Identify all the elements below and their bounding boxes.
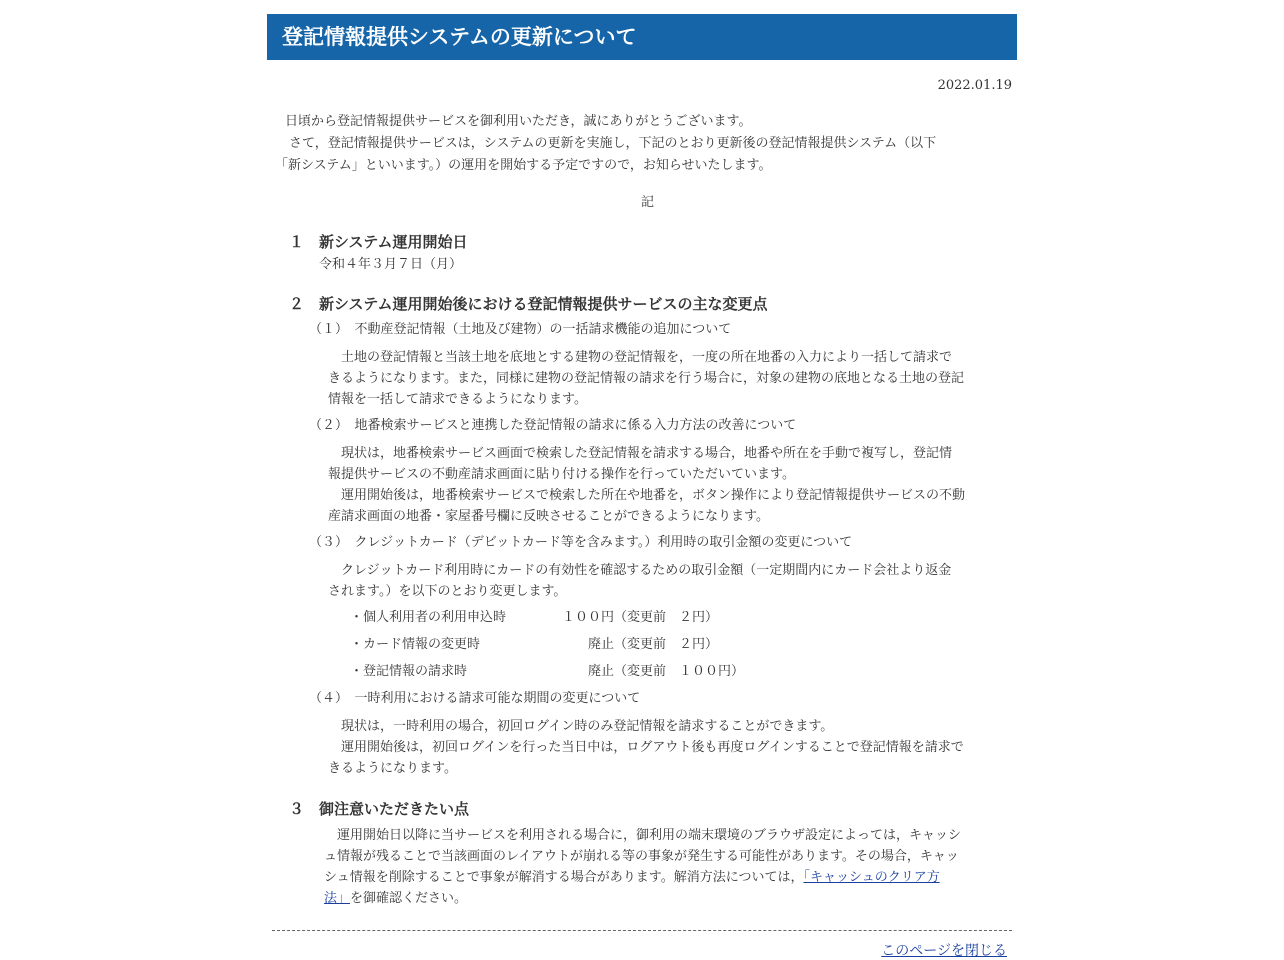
sub-1-body [328, 347, 964, 410]
sub-2-line: 現状は，地番検索サービス画面で検索した登記情報を請求する場合，地番や所在を手動で複写し，登記情 [328, 446, 953, 461]
section-3-title: ３ 御注意いただきたい点 [289, 800, 470, 818]
sub-1-line: 情報を一括して請求できるようになります。 [328, 392, 587, 407]
section-3-line: 運用開始日以降に当サービスを利用される場合に，御利用の端末環境のブラウザ設定によっては，キャッシ [324, 828, 962, 843]
sub-2-line: 報提供サービスの不動産請求画面に貼り付ける操作を行っていただいています。 [328, 467, 795, 482]
section-1-title: １ 新システム運用開始日 [289, 233, 468, 251]
intro-line-1: 日頃から登記情報提供サービスを御利用いただき，誠にありがとうございます。 [285, 114, 752, 129]
sub-3-title: （３） クレジットカード（デビットカード等を含みます。）利用時の取引金額の変更について [309, 535, 853, 550]
sub-4-line: 運用開始後は，初回ログインを行った当日中は，ログアウト後も再度ログインすることで登記情報を請求で [328, 740, 964, 755]
sub-4-title: （４） 一時利用における請求可能な期間の変更について [309, 691, 641, 706]
intro-line-2: さて，登記情報提供サービスは，システムの更新を実施し，下記のとおり更新後の登記情報提供システム（以下 [289, 136, 937, 151]
sub-2-line: 産請求画面の地番・家屋番号欄に反映させることができるようになります。 [328, 509, 769, 524]
notice-page [267, 14, 1017, 959]
section-3-line [324, 867, 961, 888]
fee-item-value: 廃止（変更前 １００円） [588, 664, 745, 679]
fee-item-value: １００円（変更前 ２円） [562, 610, 719, 625]
page-header [267, 14, 1017, 60]
sub-2-line: 運用開始後は，地番検索サービスで検索した所在や地番を，ボタン操作により登記情報提供サービスの不動 [328, 488, 966, 503]
sub-4-line: 現状は，一時利用の場合，初回ログイン時のみ登記情報を請求することができます。 [328, 719, 834, 734]
sub-1-title: （１） 不動産登記情報（土地及び建物）の一括請求機能の追加について [309, 322, 732, 337]
fee-item-label: ・カード情報の変更時 [350, 637, 481, 652]
section-3-line-text: を御確認ください。 [350, 891, 468, 906]
sub-2-body [328, 443, 965, 527]
fee-item-label: ・登記情報の請求時 [350, 664, 468, 679]
sub-1-line: きるようになります。また，同様に建物の登記情報の請求を行う場合に，対象の建物の底地となる土地の登記 [328, 371, 964, 386]
intro-line-3: 「新システム」といいます。）の運用を開始する予定ですので，お知らせいたします。 [275, 158, 772, 173]
page-title: 登記情報提供システムの更新について [282, 25, 637, 49]
section-3-line: ュ情報が残ることで当該画面のレイアウトが崩れる等の事象が発生する可能性があります。その場合，キャッ [324, 849, 959, 864]
sub-1-line: 土地の登記情報と当該土地を底地とする建物の登記情報を，一度の所在地番の入力により一括して請求で [328, 350, 953, 365]
section-1-body: 令和４年３月７日（月） [319, 257, 463, 272]
section-3-body [324, 825, 961, 909]
publish-date: 2022.01.19 [937, 78, 1012, 93]
sub-2-title: （２） 地番検索サービスと連携した登記情報の請求に係る入力方法の改善について [309, 418, 797, 433]
ki-marker: 記 [641, 195, 655, 210]
sub-3-line: されます。）を以下のとおり変更します。 [328, 584, 567, 599]
sub-3-line: クレジットカード利用時にカードの有効性を確認するための取引金額（一定期間内にカード会社より返金 [328, 563, 952, 578]
fee-item-label: ・個人利用者の利用申込時 [350, 610, 507, 625]
sub-4-line: きるようになります。 [328, 761, 457, 776]
sub-4-body [328, 716, 964, 779]
footer-divider [272, 930, 1012, 931]
section-2-title: ２ 新システム運用開始後における登記情報提供サービスの主な変更点 [289, 295, 768, 313]
fee-item-value: 廃止（変更前 ２円） [588, 637, 719, 652]
close-page-link[interactable]: このページを閉じる [881, 943, 1007, 959]
cache-clear-link-cont[interactable]: 法」 [324, 891, 351, 906]
sub-3-body [328, 560, 951, 602]
cache-clear-link[interactable]: 「キャッシュのクリア方 [803, 870, 940, 885]
section-3-line [324, 888, 961, 909]
section-3-line-text: シュ情報を削除することで事象が解消する場合があります。解消方法については， [324, 870, 804, 885]
